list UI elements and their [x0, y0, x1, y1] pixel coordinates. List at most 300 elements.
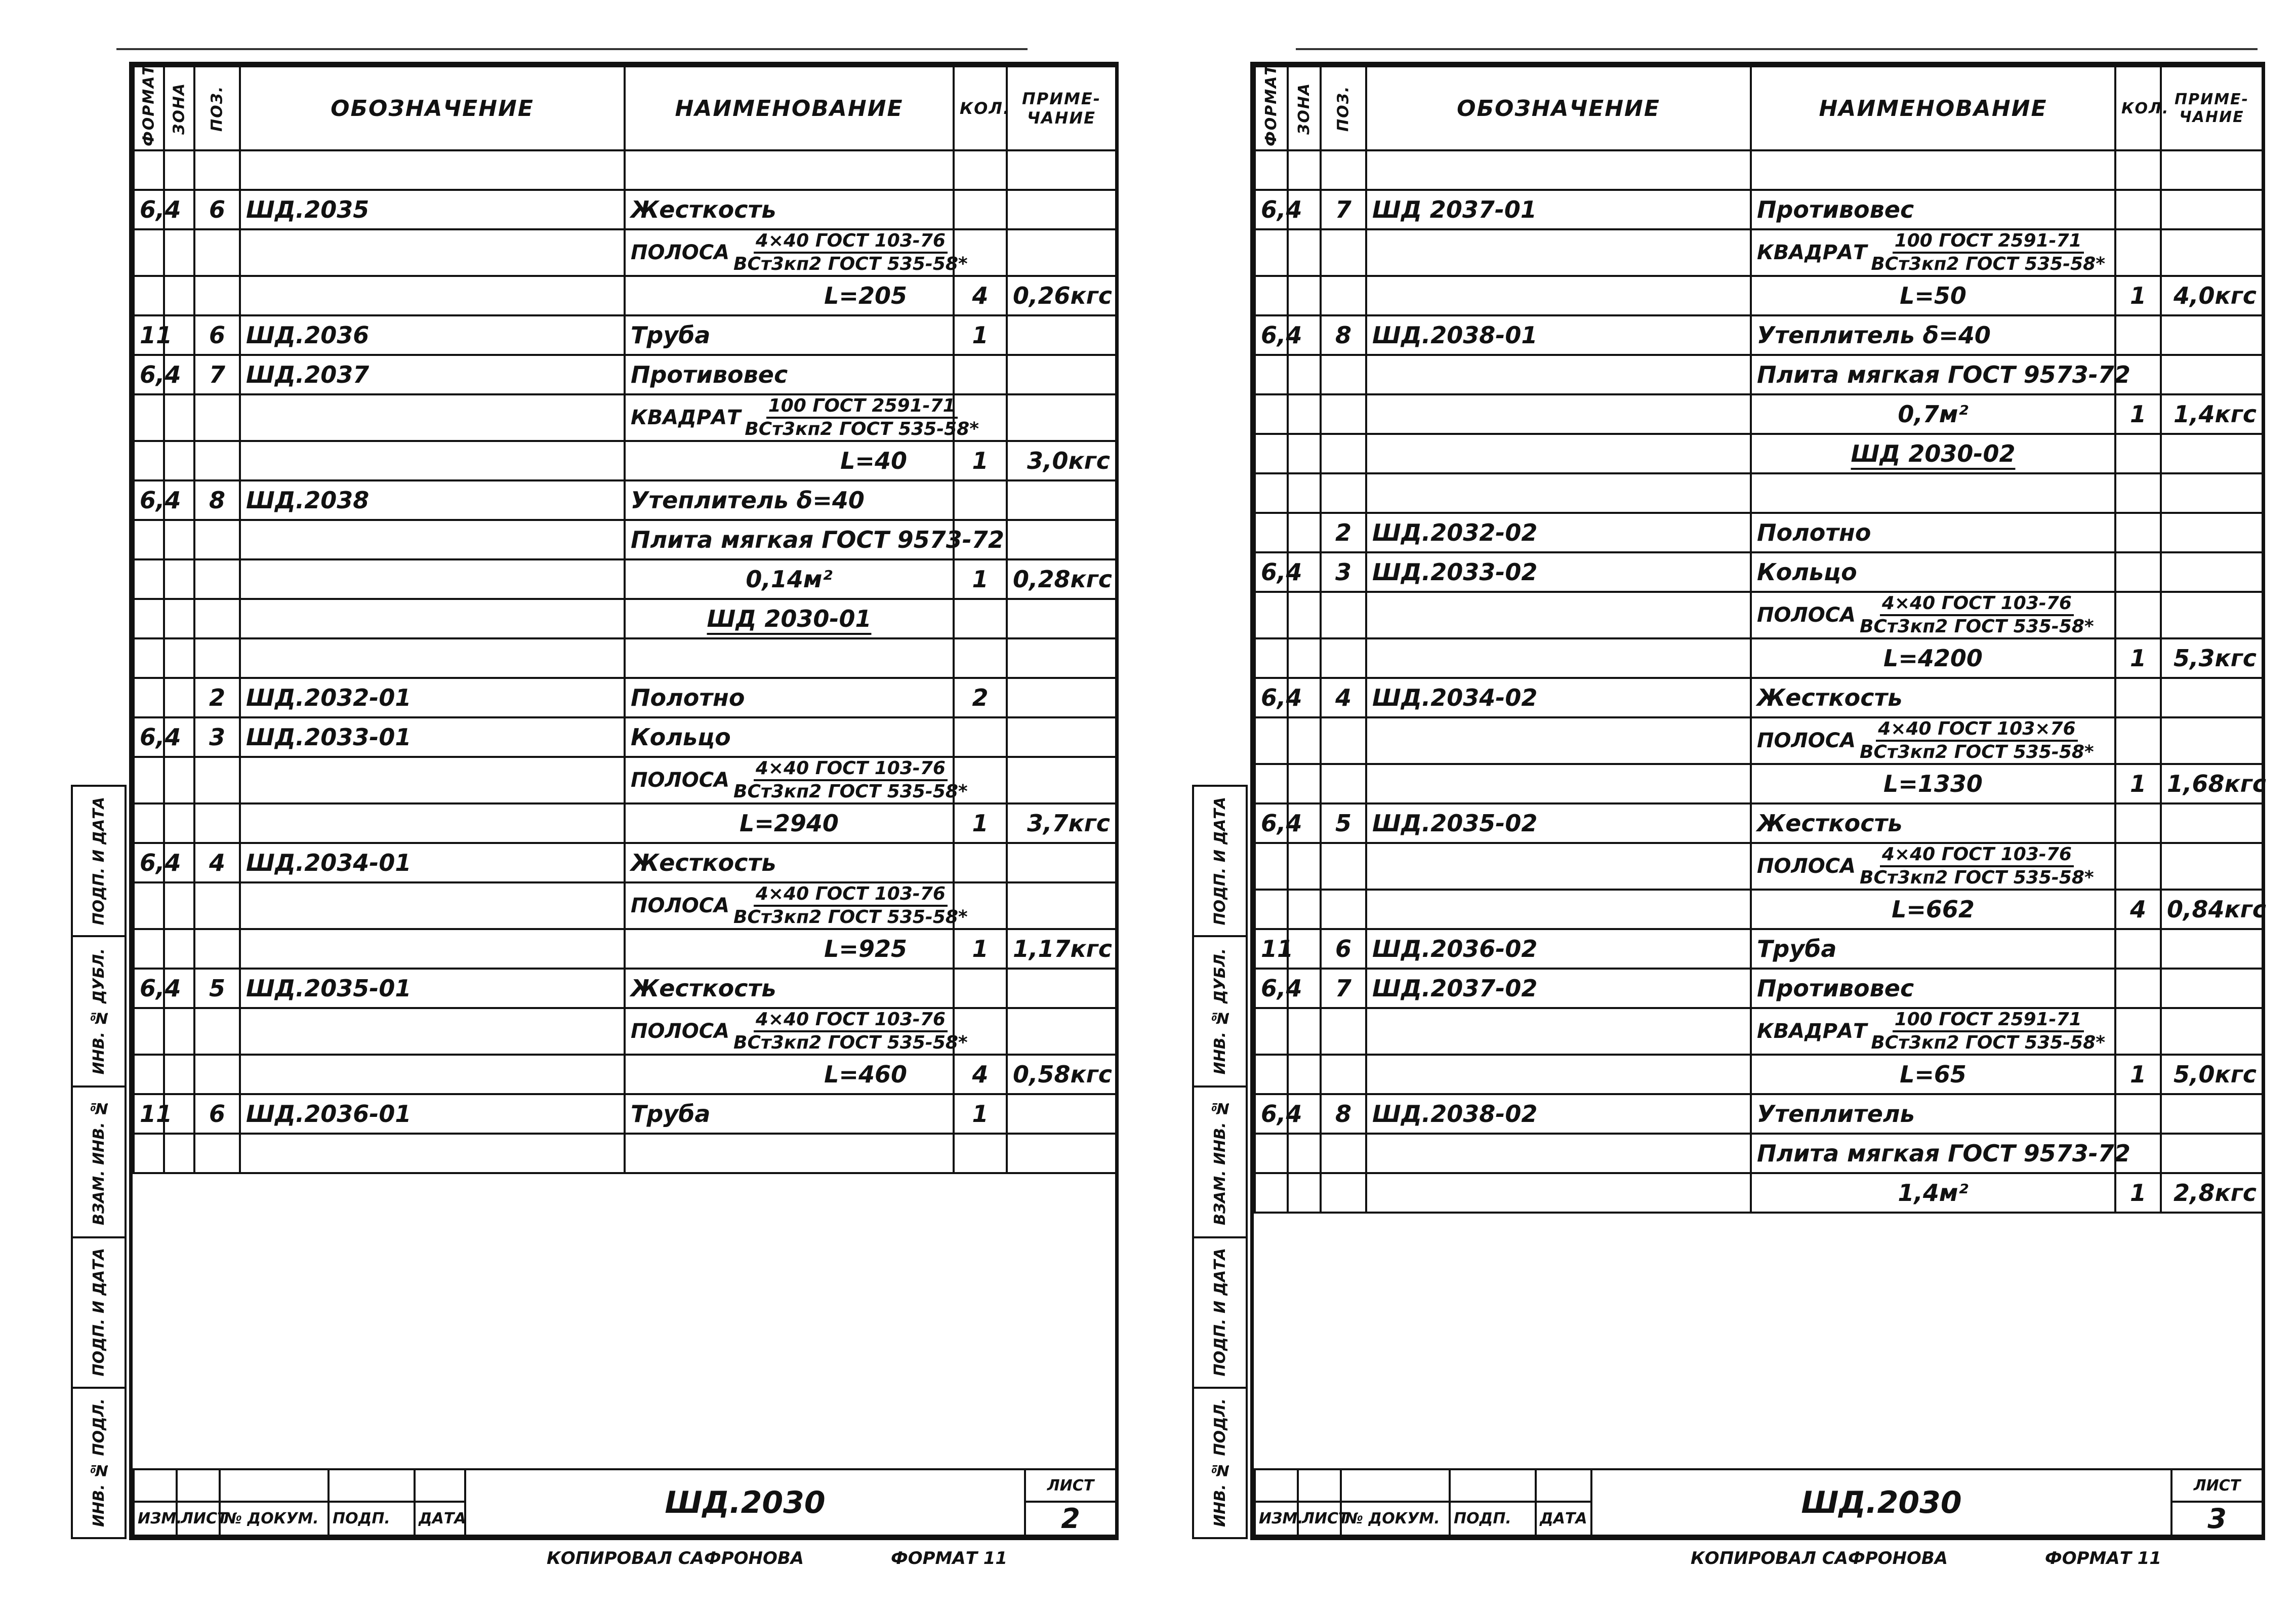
cell-designation-text: ШД.2038-01	[1372, 321, 1538, 349]
material-word: ПОЛОСА	[631, 769, 730, 792]
cell-name	[625, 229, 968, 276]
cell-name-text: Кольцо	[631, 723, 731, 751]
cell-designation	[1366, 190, 1751, 229]
cell-note	[1007, 559, 1116, 599]
cell-format	[134, 229, 164, 276]
cell-pos	[1321, 1173, 1366, 1213]
cell-note	[2161, 473, 2263, 513]
cell-note	[1007, 803, 1116, 843]
cell-designation-text: ШД.2033-01	[246, 723, 412, 751]
cell-designation	[240, 150, 625, 190]
material-grade: ВСт3кп2 ГОСТ 535-58*	[745, 419, 979, 439]
cell-pos-text: 8	[1335, 1100, 1351, 1128]
material-fraction	[631, 758, 970, 802]
table-row	[134, 190, 1116, 229]
table-row	[1255, 190, 2263, 229]
table-row	[1255, 717, 2263, 764]
cell-format-text: 6,4	[140, 975, 181, 1002]
cell-format	[1255, 969, 1302, 1008]
cell-note	[1007, 882, 1116, 929]
cell-qty-text: 1	[2129, 770, 2146, 797]
cell-format	[134, 1055, 164, 1094]
cell-format	[134, 520, 164, 559]
cell-designation	[1366, 552, 1751, 592]
cell-designation-text: ШД 2037-01	[1372, 196, 1537, 223]
table-row	[1255, 638, 2263, 678]
cell-designation	[1366, 355, 1751, 394]
cell-note	[1007, 441, 1116, 480]
cell-note	[2161, 843, 2263, 890]
cell-note	[2161, 717, 2263, 764]
side-cell: ИНВ. № ДУБЛ.	[73, 937, 125, 1088]
cell-note	[2161, 1173, 2263, 1213]
material-spec: 100 ГОСТ 2591-71	[766, 395, 958, 419]
cell-qty	[2115, 843, 2161, 890]
cell-note	[2161, 592, 2263, 638]
cell-note	[1007, 276, 1116, 315]
cell-designation	[240, 190, 625, 229]
cell-format-text: 6,4	[140, 849, 181, 876]
cell-note-text: 0,28кгс	[1013, 566, 1113, 593]
cell-format	[1255, 150, 1288, 190]
cell-zone	[1288, 843, 1321, 890]
cell-zone	[164, 882, 194, 929]
cell-qty	[954, 441, 1007, 480]
cell-qty	[954, 843, 1007, 882]
cell-format	[1255, 929, 1294, 969]
material-fraction	[1757, 1009, 2107, 1054]
cell-note-text: 4,0кгс	[2173, 282, 2257, 309]
cell-zone	[1288, 394, 1321, 434]
cell-qty-text: 4	[972, 282, 989, 309]
sheet-right	[1250, 62, 2265, 1540]
cell-designation-text: ШД.2037	[246, 361, 370, 388]
cell-note-text: 2,8кгс	[2173, 1179, 2257, 1206]
cell-qty	[2115, 1173, 2161, 1213]
cell-format	[134, 394, 164, 441]
cell-format	[134, 190, 181, 229]
cell-designation	[240, 1055, 625, 1094]
cell-qty-text: 2	[972, 684, 989, 711]
cell-format	[1255, 552, 1302, 592]
tb-izm: ИЗМ.	[134, 1502, 177, 1536]
cell-name-text: L=460	[824, 1061, 907, 1088]
cell-name	[1751, 1134, 2130, 1173]
cell-note	[2161, 764, 2267, 803]
cell-qty	[954, 678, 1007, 717]
cell-zone	[1288, 1134, 1321, 1173]
cell-designation	[1366, 678, 1751, 717]
cell-note-text: 0,26кгс	[1013, 282, 1113, 309]
cell-pos	[1321, 473, 1366, 513]
cell-name-text: 0,7м²	[1898, 400, 1969, 428]
cell-designation	[1366, 1094, 1751, 1134]
tb-cell	[220, 1469, 329, 1502]
col-format: ФОРМАТ	[1255, 66, 1288, 150]
cell-pos	[1321, 434, 1366, 473]
cell-designation	[240, 355, 625, 394]
cell-note-text: 5,0кгс	[2173, 1061, 2257, 1088]
table-row	[134, 1055, 1116, 1094]
col-name: НАИМЕНОВАНИЕ	[1751, 66, 2115, 150]
cell-name-text: L=40	[840, 447, 907, 474]
cell-format	[134, 882, 164, 929]
cell-name	[1751, 638, 2115, 678]
material-grade: ВСт3кп2 ГОСТ 535-58*	[733, 1032, 968, 1053]
cell-qty	[954, 599, 1007, 638]
cell-designation-text: ШД.2036-01	[246, 1100, 412, 1128]
cell-zone	[1288, 638, 1321, 678]
cell-pos-text: 6	[209, 196, 225, 223]
cell-designation-text: ШД.2033-02	[1372, 558, 1538, 586]
cell-format-text: 11	[140, 1100, 173, 1128]
tb-cell	[329, 1469, 415, 1502]
cell-name-text: Плита мягкая ГОСТ 9573-72	[631, 526, 1004, 553]
cell-qty	[2115, 513, 2161, 552]
material-word: ПОЛОСА	[1757, 855, 1856, 878]
cell-format	[134, 803, 164, 843]
cell-name-text: Жесткость	[1757, 810, 1903, 837]
cell-pos-text: 5	[209, 975, 225, 1002]
cell-note-text: 1,4кгс	[2173, 400, 2257, 428]
tb-list: ЛИСТ	[1298, 1502, 1341, 1536]
cell-pos	[194, 276, 240, 315]
cell-note-text: 0,58кгс	[1013, 1061, 1113, 1088]
cell-designation	[1366, 803, 1751, 843]
cell-pos-text: 3	[1335, 558, 1351, 586]
cell-designation	[240, 276, 625, 315]
cell-format	[134, 638, 164, 678]
cell-format	[1255, 315, 1302, 355]
footer-format-right: ФОРМАТ 11	[2045, 1548, 2162, 1568]
cell-pos	[1321, 969, 1366, 1008]
cell-qty-text: 1	[972, 1100, 989, 1128]
cell-qty-text: 1	[972, 566, 989, 593]
cell-designation-text: ШД.2037-02	[1372, 975, 1538, 1002]
cell-format-text: 6,4	[1261, 810, 1302, 837]
cell-name-text: L=205	[824, 282, 907, 309]
cell-name-text: L=65	[1900, 1061, 1966, 1088]
cell-format-text: 6,4	[1261, 321, 1302, 349]
cell-name	[1751, 969, 2115, 1008]
cell-zone	[1288, 764, 1321, 803]
material-word: КВАДРАТ	[1757, 1020, 1867, 1043]
cell-designation	[1366, 394, 1751, 434]
cell-designation	[1366, 473, 1751, 513]
cell-pos-text: 3	[209, 723, 225, 751]
cell-format	[1255, 843, 1288, 890]
cell-designation	[240, 559, 625, 599]
cell-zone	[1288, 592, 1321, 638]
cell-designation	[240, 441, 625, 480]
cell-qty	[2115, 276, 2161, 315]
cell-designation	[240, 599, 625, 638]
table-row	[134, 1134, 1116, 1173]
cell-format	[134, 441, 164, 480]
cell-name-text: Жесткость	[631, 849, 776, 876]
cell-qty	[2115, 190, 2161, 229]
cell-name	[625, 394, 979, 441]
cell-zone	[1288, 890, 1321, 929]
cell-zone	[1288, 355, 1321, 394]
cell-name-text: Жесткость	[631, 196, 776, 223]
cell-name	[1751, 473, 2115, 513]
cell-pos	[1321, 513, 1366, 552]
cell-pos-text: 2	[209, 684, 225, 711]
cell-format	[1255, 513, 1288, 552]
cell-pos	[1321, 764, 1366, 803]
cell-pos-text: 6	[209, 321, 225, 349]
col-qty: КОЛ.	[954, 66, 1007, 150]
col-designation: ОБОЗНАЧЕНИЕ	[1366, 66, 1751, 150]
cell-zone	[164, 150, 194, 190]
cell-format	[1255, 1055, 1288, 1094]
cell-qty	[2115, 315, 2161, 355]
cell-name-text: Плита мягкая ГОСТ 9573-72	[1757, 361, 2130, 388]
cell-name	[625, 882, 968, 929]
cell-designation	[1366, 969, 1751, 1008]
cell-qty-text: 1	[2129, 1179, 2146, 1206]
footer-copied-left: КОПИРОВАЛ САФРОНОВА	[547, 1548, 804, 1568]
cell-format	[134, 559, 164, 599]
material-spec: 4×40 ГОСТ 103-76	[1880, 844, 2074, 867]
cell-zone	[164, 276, 194, 315]
cell-pos	[194, 1055, 240, 1094]
table-row	[134, 803, 1116, 843]
cell-name	[625, 599, 954, 638]
cell-zone	[164, 803, 194, 843]
cell-name-text: L=50	[1900, 282, 1966, 309]
cell-pos	[194, 150, 240, 190]
tb-podp: ПОДП.	[329, 1502, 415, 1536]
cell-note	[2161, 1134, 2263, 1173]
material-fraction	[631, 1009, 970, 1054]
cell-name-text: Плита мягкая ГОСТ 9573-72	[1757, 1140, 2130, 1167]
cell-format	[134, 599, 164, 638]
cell-name	[625, 190, 954, 229]
table-row	[1255, 229, 2263, 276]
table-row	[134, 355, 1116, 394]
cell-name	[1751, 803, 2115, 843]
tb-cell	[1341, 1469, 1450, 1502]
cell-qty	[954, 315, 1007, 355]
cell-note	[1007, 599, 1116, 638]
cell-name	[1751, 394, 2115, 434]
table-row	[134, 229, 1116, 276]
material-fraction	[1757, 718, 2096, 763]
cell-note	[2161, 315, 2263, 355]
cell-name	[625, 969, 954, 1008]
cell-note	[1007, 717, 1116, 757]
title-block-right	[1254, 1468, 2264, 1537]
material-spec: 4×40 ГОСТ 103-76	[754, 230, 948, 254]
cell-format-text: 6,4	[1261, 975, 1302, 1002]
cell-designation-text: ШД.2034-01	[246, 849, 412, 876]
cell-name	[625, 480, 954, 520]
table-row	[134, 276, 1116, 315]
cell-format	[134, 969, 181, 1008]
table-row	[1255, 969, 2263, 1008]
cell-pos-text: 6	[209, 1100, 225, 1128]
cell-format-text: 6,4	[1261, 558, 1302, 586]
cell-qty	[2115, 1008, 2161, 1055]
cell-format	[1255, 190, 1302, 229]
table-row	[1255, 552, 2263, 592]
table-row	[1255, 434, 2263, 473]
cell-designation	[240, 1134, 625, 1173]
cell-name	[625, 520, 1004, 559]
cell-name	[1751, 717, 2115, 764]
cell-name-text: Противовес	[1757, 975, 1914, 1002]
cell-note	[1007, 929, 1116, 969]
cell-name	[1751, 1173, 2115, 1213]
table-row	[134, 843, 1116, 882]
cell-pos	[1321, 394, 1366, 434]
cell-pos-text: 8	[1335, 321, 1351, 349]
cell-name-text: Утеплитель	[1757, 1100, 1915, 1128]
cell-pos-text: 4	[209, 849, 225, 876]
cell-designation	[1366, 890, 1751, 929]
cell-name	[1751, 190, 2115, 229]
cell-format	[134, 1134, 164, 1173]
cell-designation	[240, 678, 625, 717]
table-row	[134, 315, 1116, 355]
cell-name	[625, 678, 954, 717]
cell-zone	[1288, 276, 1321, 315]
material-fraction	[631, 395, 981, 440]
table-row	[1255, 1055, 2263, 1094]
table-row	[1255, 1094, 2263, 1134]
cell-format-text: 11	[140, 321, 173, 349]
table-row	[134, 1094, 1116, 1134]
cell-format	[134, 717, 181, 757]
material-fraction	[631, 883, 970, 928]
cell-format	[1255, 276, 1288, 315]
cell-qty	[954, 190, 1007, 229]
cell-designation-text: ШД.2032-02	[1372, 519, 1538, 546]
table-row	[1255, 929, 2263, 969]
cell-note	[2161, 434, 2263, 473]
cell-qty	[954, 717, 1007, 757]
cell-pos	[194, 229, 240, 276]
tb-cell	[177, 1469, 220, 1502]
col-pos: ПОЗ.	[194, 66, 240, 150]
cell-qty	[2115, 678, 2161, 717]
cell-note	[1007, 1094, 1116, 1134]
cell-format	[1255, 1173, 1288, 1213]
cell-format	[134, 1094, 173, 1134]
cell-note	[1007, 394, 1116, 441]
material-word: КВАДРАТ	[631, 406, 741, 429]
side-cell: ИНВ. № ДУБЛ.	[1194, 937, 1246, 1088]
cell-format	[1255, 764, 1288, 803]
tb-ndoc: № ДОКУМ.	[220, 1502, 329, 1536]
cell-name	[1751, 276, 2115, 315]
material-spec: 4×40 ГОСТ 103-76	[754, 758, 948, 781]
cell-zone	[164, 638, 194, 678]
cell-designation	[1366, 513, 1751, 552]
cell-qty	[2115, 969, 2161, 1008]
cell-note	[2161, 803, 2263, 843]
cell-format	[1255, 1134, 1288, 1173]
table-row	[1255, 473, 2263, 513]
cell-note	[1007, 480, 1116, 520]
cell-format	[1255, 717, 1288, 764]
cell-name	[625, 929, 954, 969]
cell-name	[625, 803, 954, 843]
cell-zone	[1288, 150, 1321, 190]
table-row	[134, 929, 1116, 969]
cell-qty	[2115, 1055, 2161, 1094]
cell-note	[1007, 190, 1116, 229]
table-row	[134, 638, 1116, 678]
cell-qty-text: 1	[972, 810, 989, 837]
cell-designation	[240, 229, 625, 276]
cell-qty	[2115, 592, 2161, 638]
cell-name-text: Утеплитель δ=40	[1757, 321, 1991, 349]
cell-note	[2161, 678, 2263, 717]
cell-qty-text: 1	[2129, 400, 2146, 428]
cell-pos	[194, 1008, 240, 1055]
cell-name	[1751, 678, 2115, 717]
table-row	[1255, 513, 2263, 552]
cell-zone	[1288, 1055, 1321, 1094]
table-row	[134, 441, 1116, 480]
cell-name	[1751, 1055, 2115, 1094]
material-grade: ВСт3кп2 ГОСТ 535-58*	[1860, 742, 2094, 762]
side-margin-right	[1192, 785, 1248, 1539]
cell-format-text: 6,4	[1261, 196, 1302, 223]
cell-designation	[240, 1008, 625, 1055]
cell-pos	[194, 1094, 240, 1134]
cell-designation	[1366, 150, 1751, 190]
cell-designation	[1366, 1055, 1751, 1094]
table-row	[134, 559, 1116, 599]
cell-name-text: L=2940	[740, 810, 839, 837]
cell-name	[1751, 929, 2115, 969]
cell-note	[1007, 843, 1116, 882]
table-row	[1255, 355, 2263, 394]
tb-data: ДАТА	[415, 1502, 465, 1536]
side-cell: ПОДП. И ДАТА	[1194, 1238, 1246, 1389]
cell-format	[134, 276, 164, 315]
cell-name-text: Противовес	[631, 361, 788, 388]
cell-name	[1751, 1094, 2115, 1134]
cell-note-text: 1,17кгс	[1013, 935, 1113, 962]
header-row	[134, 66, 1116, 150]
table-row	[1255, 592, 2263, 638]
cell-format-text: 6,4	[140, 723, 181, 751]
material-fraction	[1757, 593, 2096, 637]
cell-note	[2161, 1094, 2263, 1134]
spec-body-right	[1255, 150, 2267, 1213]
cell-format	[1255, 355, 1288, 394]
cell-format	[134, 355, 181, 394]
cell-pos	[1321, 843, 1366, 890]
cell-format	[134, 150, 164, 190]
cell-name-text: Труба	[1757, 935, 1837, 962]
cell-zone	[164, 229, 194, 276]
cell-qty	[2115, 473, 2161, 513]
spec-table-right	[1254, 64, 2267, 1214]
cell-name-text: L=925	[824, 935, 907, 962]
cell-name	[625, 559, 954, 599]
material-grade: ВСт3кп2 ГОСТ 535-58*	[733, 781, 968, 802]
cell-note	[1007, 638, 1116, 678]
cell-pos	[1321, 552, 1366, 592]
table-row	[134, 1008, 1116, 1055]
cell-qty	[2115, 764, 2161, 803]
